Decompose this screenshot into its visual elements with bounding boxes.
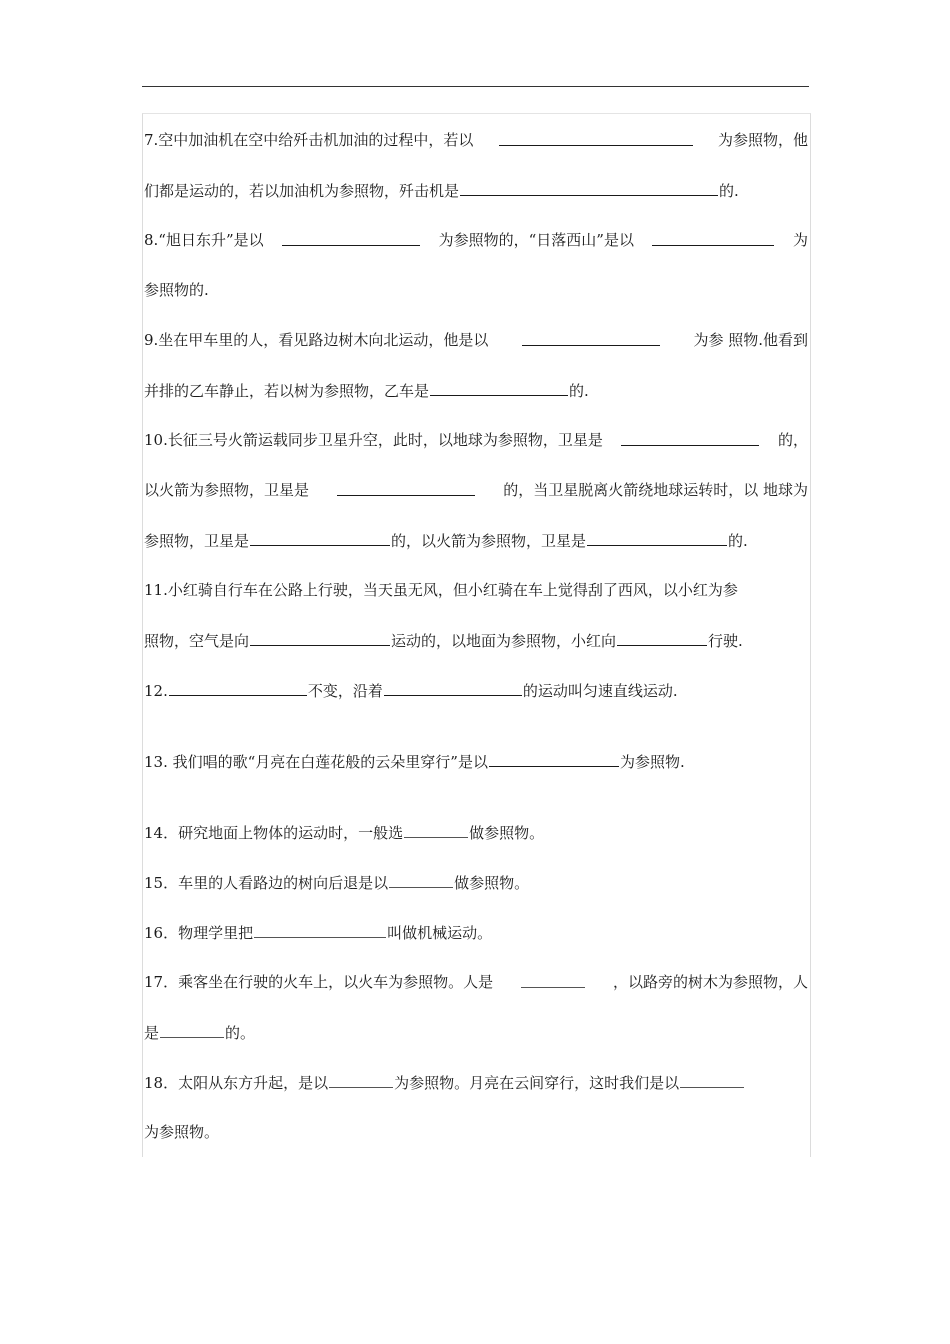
- question-10-line-1: [144, 430, 808, 450]
- q10-text-d: 的，当卫星脱离火箭绕地球运转时，以 地球为: [503, 481, 808, 499]
- answer-blank[interactable]: [680, 1072, 744, 1088]
- question-8-line-1: [144, 230, 808, 250]
- q11-text-d: 行驶.: [708, 632, 743, 650]
- answer-blank[interactable]: [617, 630, 707, 646]
- q10-text-g: 的.: [728, 532, 748, 550]
- q15-text-a: 15．车里的人看路边的树向后退是以: [144, 874, 389, 892]
- answer-blank[interactable]: [250, 630, 390, 646]
- q13-text-a: 13. 我们唱的歌“月亮在白莲花般的云朵里穿行”是以: [144, 753, 488, 771]
- question-8-line-2: [144, 280, 808, 300]
- q16-text-b: 叫做机械运动。: [387, 924, 493, 942]
- question-17-line-2: [144, 1022, 808, 1043]
- q8-text-b: 为参照物的，“日落西山”是以: [438, 231, 634, 249]
- question-14: [144, 822, 808, 843]
- question-9-line-2: [144, 380, 808, 401]
- q9-text-a: 9.坐在甲车里的人，看见路边树木向北运动，他是以: [144, 331, 489, 349]
- answer-blank[interactable]: [389, 872, 453, 888]
- q9-text-b: 为参 照物.他看到: [693, 331, 808, 349]
- answer-blank[interactable]: [250, 530, 390, 546]
- q17-text-a: 17．乘客坐在行驶的火车上，以火车为参照物。人是: [144, 973, 494, 991]
- question-7-line-1: [144, 130, 808, 150]
- q10-text-f: 的，以火箭为参照物，卫星是: [391, 532, 587, 550]
- question-17-line-1: [144, 972, 808, 992]
- answer-blank[interactable]: [587, 530, 727, 546]
- question-12: [144, 680, 808, 701]
- q9-text-d: 的.: [569, 382, 589, 400]
- question-7-line-2: [144, 180, 808, 201]
- q17-text-c: 是: [144, 1024, 160, 1042]
- answer-blank[interactable]: [621, 430, 759, 446]
- q10-text-e: 参照物，卫星是: [144, 532, 250, 550]
- question-11-line-1: [144, 580, 808, 600]
- q9-text-c: 并排的乙车静止，若以树为参照物，乙车是: [144, 382, 430, 400]
- answer-blank[interactable]: [329, 1072, 393, 1088]
- q8-text-c: 为: [792, 231, 808, 249]
- answer-blank[interactable]: [160, 1022, 224, 1038]
- q8-text-d: 参照物的.: [144, 281, 209, 299]
- q18-text-a: 18．太阳从东方升起，是以: [144, 1074, 329, 1092]
- question-11-line-2: [144, 630, 808, 651]
- q10-text-b: 的，: [777, 431, 808, 449]
- q11-text-c: 运动的，以地面为参照物，小红向: [391, 632, 617, 650]
- q8-text-a: 8.“旭日东升”是以: [144, 231, 264, 249]
- answer-blank[interactable]: [522, 330, 660, 346]
- q10-text-c: 以火箭为参照物，卫星是: [144, 481, 310, 499]
- answer-blank[interactable]: [430, 380, 568, 396]
- question-13: [144, 751, 808, 772]
- answer-blank[interactable]: [460, 180, 718, 196]
- answer-blank[interactable]: [404, 822, 468, 838]
- q17-text-d: 的。: [225, 1024, 256, 1042]
- question-16: [144, 922, 808, 943]
- q12-text-a: 12.: [144, 682, 168, 700]
- question-10-line-3: [144, 530, 808, 551]
- header-rule: [142, 86, 809, 87]
- answer-blank[interactable]: [489, 751, 619, 767]
- question-9-line-1: [144, 330, 808, 350]
- q15-text-b: 做参照物。: [454, 874, 530, 892]
- answer-blank[interactable]: [499, 130, 693, 146]
- q7-text-d: 的.: [719, 182, 739, 200]
- answer-blank[interactable]: [282, 230, 420, 246]
- answer-blank[interactable]: [337, 480, 475, 496]
- q10-text-a: 10.长征三号火箭运载同步卫星升空，此时，以地球为参照物，卫星是: [144, 431, 603, 449]
- q14-text-a: 14．研究地面上物体的运动时，一般选: [144, 824, 404, 842]
- q11-text-a: 11.小红骑自行车在公路上行驶，当天虽无风，但小红骑在车上觉得刮了西风，以小红为参: [144, 581, 738, 599]
- answer-blank[interactable]: [384, 680, 522, 696]
- question-15: [144, 872, 808, 893]
- q11-text-b: 照物，空气是向: [144, 632, 250, 650]
- answer-blank[interactable]: [169, 680, 307, 696]
- question-10-line-2: [144, 480, 808, 500]
- answer-blank[interactable]: [521, 972, 585, 988]
- q7-text-b: 为参照物，他: [717, 131, 808, 149]
- q12-text-b: 不变，沿着: [307, 682, 383, 700]
- q12-text-c: 的运动叫匀速直线运动.: [522, 682, 678, 700]
- q7-text-c: 们都是运动的，若以加油机为参照物，歼击机是: [144, 182, 460, 200]
- q18-text-b: 为参照物。月亮在云间穿行，这时我们是以: [394, 1074, 680, 1092]
- question-18-line-1: [144, 1072, 808, 1093]
- q18-text-c: 为参照物。: [144, 1123, 220, 1141]
- q16-text-a: 16．物理学里把: [144, 924, 254, 942]
- answer-blank[interactable]: [652, 230, 774, 246]
- q13-text-b: 为参照物.: [619, 753, 685, 771]
- answer-blank[interactable]: [254, 922, 386, 938]
- q14-text-b: 做参照物。: [469, 824, 545, 842]
- question-18-line-2: [144, 1122, 808, 1142]
- q7-text-a: 7.空中加油机在空中给歼击机加油的过程中，若以: [144, 131, 474, 149]
- q17-text-b: ，以路旁的树木为参照物，人: [612, 973, 808, 991]
